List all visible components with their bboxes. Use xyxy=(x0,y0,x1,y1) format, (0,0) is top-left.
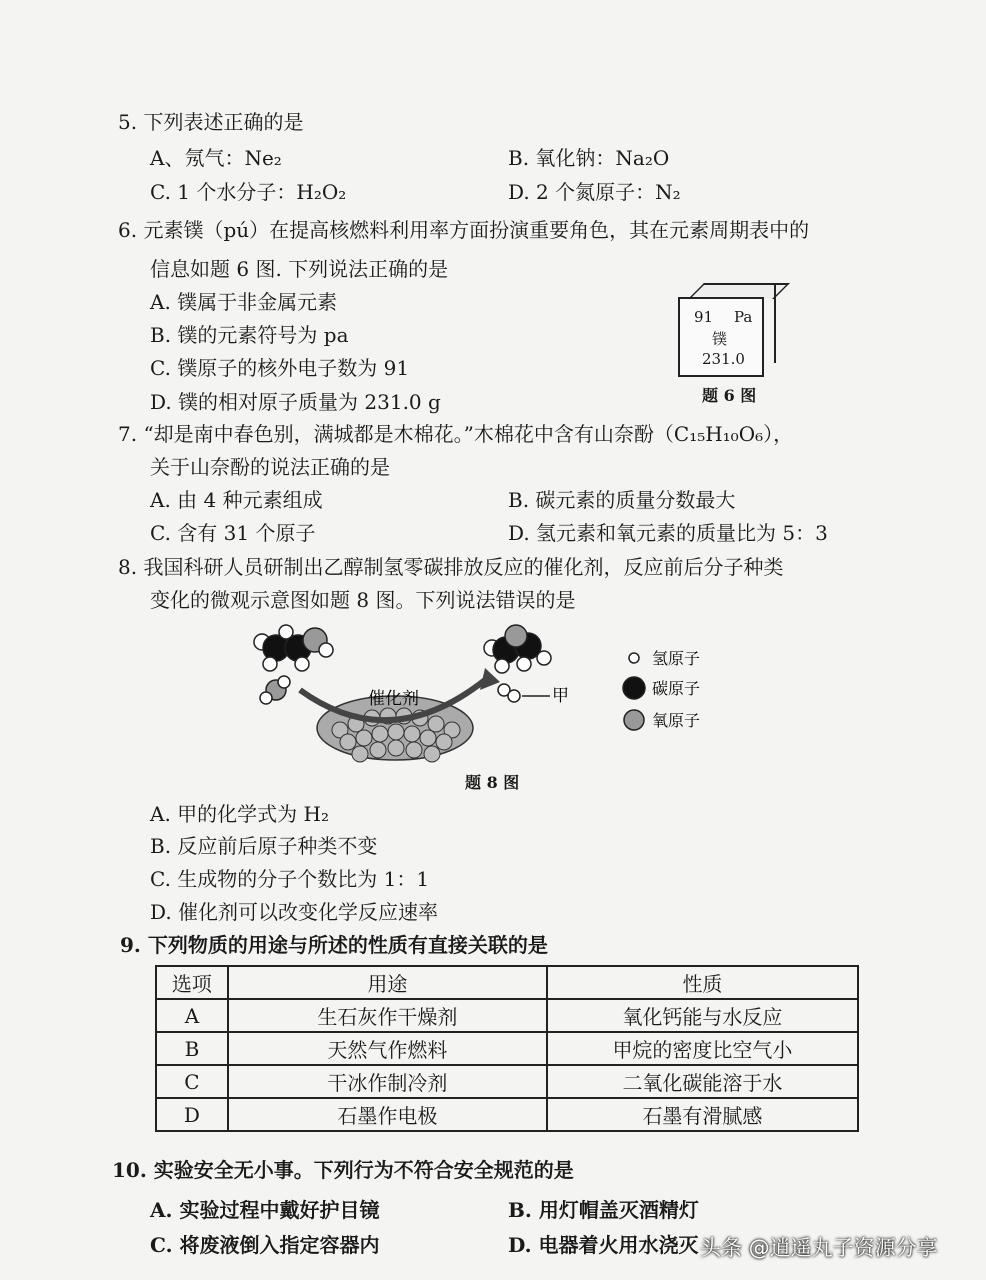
q9-table xyxy=(155,965,859,1132)
table-row xyxy=(156,1032,858,1065)
figure-8-caption: 题 8 图 xyxy=(465,773,520,792)
q5-option-d: D. 2 个氮原子：N₂ xyxy=(508,180,681,204)
q7-stem-line1: 7. “却是南中春色别，满城都是木棉花。”木棉花中含有山奈酚（C₁₅H₁₀O₆）， xyxy=(118,422,794,446)
legend-carbon-label: 碳原子 xyxy=(652,679,701,698)
q7-option-c: C. 含有 31 个原子 xyxy=(150,521,316,545)
q10-option-c: C. 将废液倒入指定容器内 xyxy=(150,1233,380,1257)
q6-stem-line2: 信息如题 6 图. 下列说法正确的是 xyxy=(150,257,449,281)
table-cell: D xyxy=(156,1098,228,1131)
product-label: 甲 xyxy=(552,686,569,706)
table-cell: 二氧化碳能溶于水 xyxy=(547,1065,858,1098)
legend-carbon-symbol xyxy=(623,677,645,699)
table-cell: 天然气作燃料 xyxy=(228,1032,547,1065)
table-cell: C xyxy=(156,1065,228,1098)
element-mass: 231.0 xyxy=(702,350,745,368)
table-header-cell: 选项 xyxy=(156,966,228,999)
q6-option-d: D. 镤的相对原子质量为 231.0 g xyxy=(150,390,441,414)
q7-option-d: D. 氢元素和氧元素的质量比为 5：3 xyxy=(508,521,828,545)
table-row xyxy=(156,1065,858,1098)
table-header-cell: 性质 xyxy=(547,966,858,999)
q6-option-b: B. 镤的元素符号为 pa xyxy=(150,323,349,347)
catalyst-label: 催化剂 xyxy=(368,689,419,709)
table-cell: A xyxy=(156,999,228,1032)
q7-option-b: B. 碳元素的质量分数最大 xyxy=(508,488,736,512)
q9-stem: 9. 下列物质的用途与所述的性质有直接关联的是 xyxy=(120,933,548,957)
q5-stem: 5. 下列表述正确的是 xyxy=(118,110,304,134)
table-header-cell: 用途 xyxy=(228,966,547,999)
q6-option-c: C. 镤原子的核外电子数为 91 xyxy=(150,356,410,380)
q8-option-c: C. 生成物的分子个数比为 1：1 xyxy=(150,867,430,891)
element-name: 镤 xyxy=(712,330,728,348)
q5-option-c: C. 1 个水分子：H₂O₂ xyxy=(150,180,347,204)
q8-option-b: B. 反应前后原子种类不变 xyxy=(150,834,378,858)
q10-option-a: A. 实验过程中戴好护目镜 xyxy=(150,1198,380,1222)
element-atomic-number: 91 xyxy=(694,308,714,326)
q7-option-a: A. 由 4 种元素组成 xyxy=(150,488,323,512)
table-cell: 氧化钙能与水反应 xyxy=(547,999,858,1032)
legend-oxygen-label: 氧原子 xyxy=(652,711,701,730)
table-cell: 石墨有滑腻感 xyxy=(547,1098,858,1131)
figure-6-caption: 题 6 图 xyxy=(702,386,757,405)
table-cell: 甲烷的密度比空气小 xyxy=(547,1032,858,1065)
element-symbol: Pa xyxy=(734,308,753,326)
q5-option-a: A、氖气：Ne₂ xyxy=(150,146,282,170)
product-molecule xyxy=(484,625,551,673)
table-cell: 石墨作电极 xyxy=(228,1098,547,1131)
table-cell: 生石灰作干燥剂 xyxy=(228,999,547,1032)
q8-stem-line1: 8. 我国科研人员研制出乙醇制氢零碳排放反应的催化剂，反应前后分子种类 xyxy=(118,555,784,579)
q10-stem: 10. 实验安全无小事。下列行为不符合安全规范的是 xyxy=(112,1158,574,1182)
watermark-credit: 头条 @逍遥丸子资源分享 xyxy=(700,1236,938,1260)
table-row xyxy=(156,1098,858,1131)
legend-hydrogen-symbol xyxy=(629,653,639,663)
q6-option-a: A. 镤属于非金属元素 xyxy=(150,290,338,314)
reactant-water-molecule xyxy=(260,676,290,704)
q7-stem-line2: 关于山奈酚的说法正确的是 xyxy=(150,455,390,479)
table-row xyxy=(156,999,858,1032)
product-h2-molecule xyxy=(498,684,520,702)
q5-option-b: B. 氧化钠：Na₂O xyxy=(508,146,670,170)
q8-option-d: D. 催化剂可以改变化学反应速率 xyxy=(150,900,439,924)
table-cell: 干冰作制冷剂 xyxy=(228,1065,547,1098)
figure-8-diagram xyxy=(240,620,760,790)
table-cell: B xyxy=(156,1032,228,1065)
q10-option-b: B. 用灯帽盖灭酒精灯 xyxy=(508,1198,699,1222)
q8-option-a: A. 甲的化学式为 H₂ xyxy=(150,802,329,826)
reactant-molecule xyxy=(254,625,333,671)
q6-stem-line1: 6. 元素镤（pú）在提高核燃料利用率方面扮演重要角色，其在元素周期表中的 xyxy=(118,218,810,242)
table-header-row xyxy=(156,966,858,999)
q10-option-d: D. 电器着火用水浇灭 xyxy=(508,1233,699,1257)
legend-oxygen-symbol xyxy=(624,710,644,730)
q8-stem-line2: 变化的微观示意图如题 8 图。下列说法错误的是 xyxy=(150,588,576,612)
legend-hydrogen-label: 氢原子 xyxy=(652,649,701,668)
